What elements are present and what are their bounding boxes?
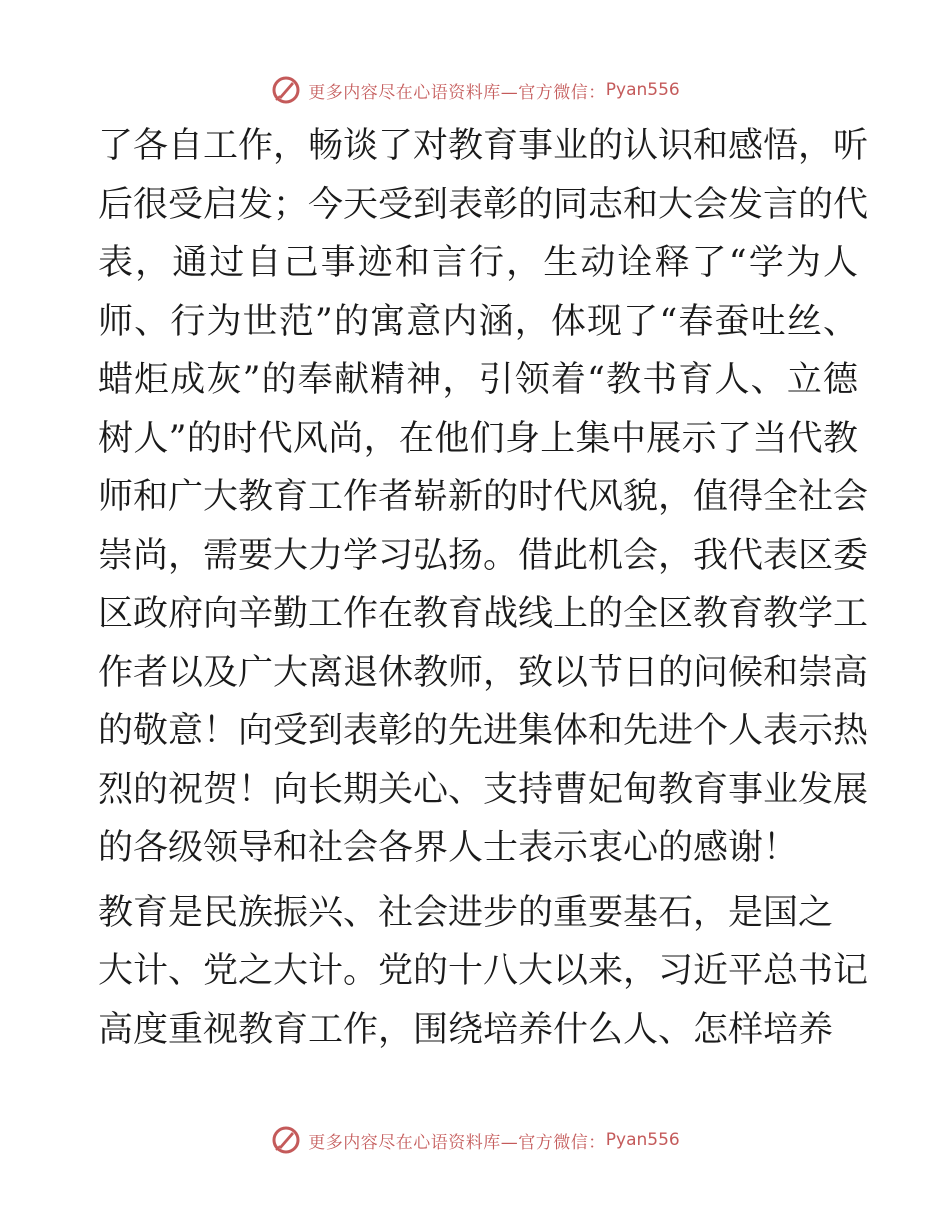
text-line: 区政府向辛勤工作在教育战线上的全区教育教学工 xyxy=(98,594,869,634)
text-line: 烈的祝贺！向长期关心、支持曹妃甸教育事业发展 xyxy=(98,769,869,810)
footer-handle: Pyan556 xyxy=(605,1130,680,1150)
header-text: 更多内容尽在心语资料库—官方微信： xyxy=(308,82,606,103)
footer-text: 更多内容尽在心语资料库—官方微信： xyxy=(308,1132,606,1153)
text-line: 高度重视教育工作，围绕培养什么人、怎样培养 xyxy=(98,1009,834,1050)
text-line: 师和广大教育工作者崭新的时代风貌，值得全社会 xyxy=(98,477,869,517)
text-line: 的各级领导和社会各界人士表示衷心的感谢！ xyxy=(98,828,799,868)
paragraph-1 xyxy=(98,117,869,878)
quill-logo-icon xyxy=(270,74,302,106)
document-body xyxy=(98,117,869,1059)
header-watermark xyxy=(0,72,950,108)
text-line: 了各自工作，畅谈了对教育事业的认识和感悟，听 xyxy=(98,126,869,166)
text-line: 作者以及广大离退休教师，致以节日的问候和崇高 xyxy=(98,652,869,693)
header-handle: Pyan556 xyxy=(605,80,680,100)
footer-watermark xyxy=(0,1122,950,1158)
text-line: 的敬意！向受到表彰的先进集体和先进个人表示热 xyxy=(98,711,869,751)
quill-logo-icon xyxy=(270,1124,302,1156)
text-line: 树人”的时代风尚，在他们身上集中展示了当代教 xyxy=(98,418,858,459)
paragraph-2 xyxy=(98,884,869,1060)
text-line: 崇尚，需要大力学习弘扬。借此机会，我代表区委 xyxy=(98,535,869,576)
text-line: 后很受启发；今天受到表彰的同志和大会发言的代 xyxy=(98,184,869,225)
text-line: 蜡炬成灰”的奉献精神，引领着“教书育人、立德 xyxy=(98,360,858,400)
text-line: 师、行为世范”的寓意内涵，体现了“春蚕吐丝、 xyxy=(98,301,858,342)
text-line: 教育是民族振兴、社会进步的重要基石，是国之 xyxy=(98,892,834,933)
text-line: 表，通过自己事迹和言行，生动诠释了“学为人 xyxy=(98,243,858,283)
text-line: 大计、党之大计。党的十八大以来，习近平总书记 xyxy=(98,951,869,991)
